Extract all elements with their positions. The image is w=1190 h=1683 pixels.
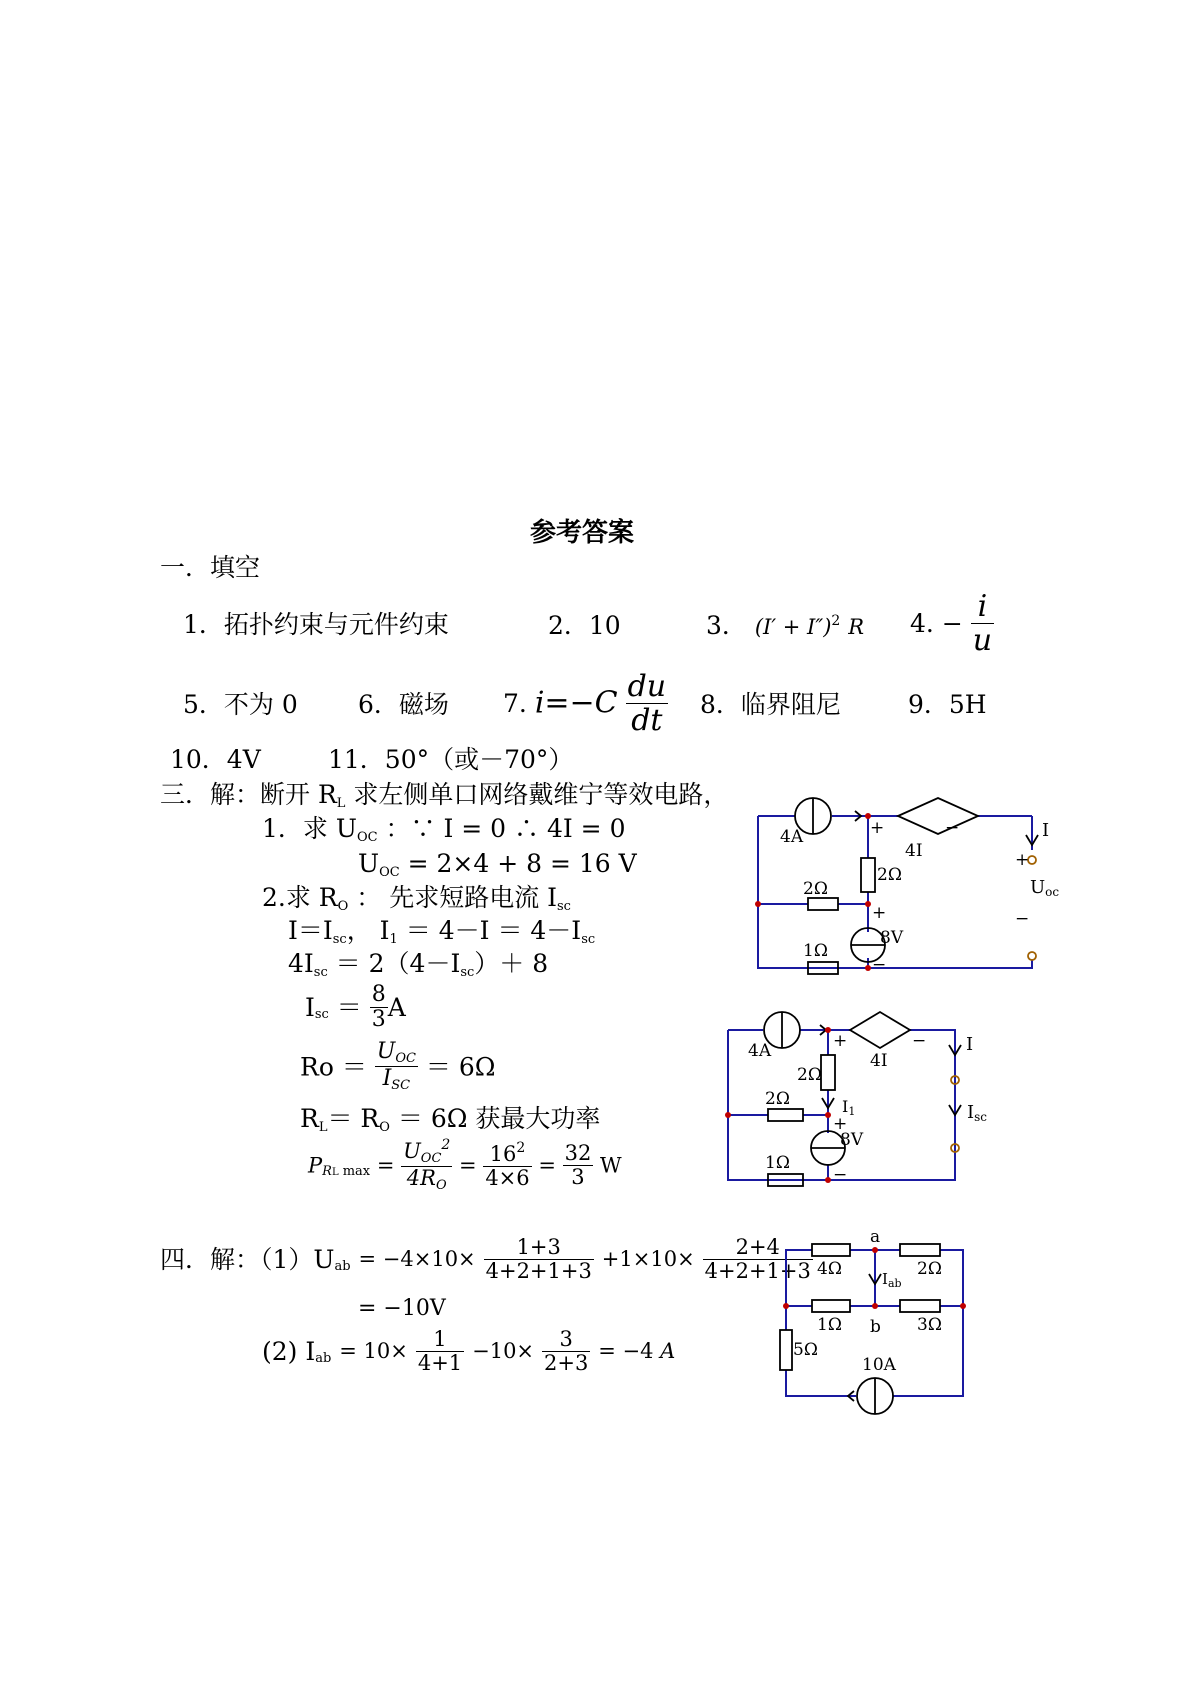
answer-2: 2．10	[548, 611, 621, 640]
c2-vsrc: 8V	[840, 1130, 864, 1150]
answer-9: 9．5H	[908, 690, 987, 719]
c2-vplus: +	[833, 1114, 848, 1134]
answer-3: 3． $(I' + I'')^2$ R	[706, 611, 865, 640]
c1-r2: 2Ω	[803, 879, 828, 899]
c3-r1: 1Ω	[817, 1315, 842, 1335]
c3-r3: 3Ω	[917, 1315, 942, 1335]
step2-line1: 2.求 $R_O$ ： 先求短路电流 $I_{sc}$	[262, 883, 571, 914]
answer-7: 7. i=−C $\frac{du}{dt}$	[503, 669, 667, 738]
c2-minus: −	[912, 1031, 927, 1051]
c2-dep-label: 4I	[870, 1051, 888, 1071]
c3-iab: $I_{ab}$	[882, 1270, 902, 1290]
c1-r1: 2Ω	[877, 865, 902, 885]
c2-isc: Isc	[967, 1102, 988, 1124]
c1-uoc-minus: −	[1015, 909, 1030, 929]
c1-dep-label: 4I	[905, 841, 923, 861]
c1-vsrc: 8V	[880, 928, 904, 948]
c3-r2: 2Ω	[917, 1259, 942, 1279]
c1-plus: +	[870, 818, 885, 838]
answer-8: 8．临界阻尼	[700, 690, 841, 719]
isc-result: $I_{sc}$ ＝ $\frac{8}{3}$ A	[305, 982, 406, 1033]
c2-source-label: 4A	[748, 1041, 772, 1061]
answer-11: 11．50°（或－70°）	[328, 745, 574, 774]
pmax-formula: $P_{RL max}$ = $\frac{U_{OC}^2}{4R_O}$ = $\frac{16^2}{4\times 6}$ = $\frac{32}{3}$ W	[308, 1137, 622, 1194]
section3-heading: 三．解：断开 $R_L$ 求左侧单口网络戴维宁等效电路，	[160, 780, 729, 811]
c2-r3: 1Ω	[765, 1153, 790, 1173]
c1-vplus: +	[872, 903, 887, 923]
c1-source-label: 4A	[780, 827, 804, 847]
c1-minus: −	[945, 818, 960, 838]
answer-4: 4. − $\frac{i}{u}$	[910, 589, 993, 658]
kvl-eq-line: $4I_{sc} = 2(4-I_{sc})+ 8$	[288, 949, 549, 980]
c2-current: I	[966, 1034, 974, 1055]
c1-current: I	[1042, 820, 1050, 841]
c2-plus: +	[833, 1031, 848, 1051]
c2-r2: 2Ω	[765, 1089, 790, 1109]
c3-r5: 5Ω	[793, 1340, 818, 1360]
c2-i1: I1	[842, 1097, 856, 1118]
section4-result1: = −10V	[358, 1296, 446, 1321]
c1-uoc-plus: +	[1015, 850, 1030, 870]
isc-eq-line: $I=I_{sc}$， $I_1 = 4-I = 4-I_{sc}$	[288, 916, 596, 947]
step1-line1: 1．求 $U_{OC}$ ：∵ I = 0 ∴ 4I = 0	[262, 814, 626, 845]
section4-eq1: 四．解：$(1)U_{ab} = -4\times 10\times$ $\frac{1+3}{4+2+1+3}$ +1×10× $\frac{2+4}{4+2+1+3}$	[160, 1235, 811, 1284]
answer-10: 10．4V	[170, 745, 261, 774]
c2-r1: 2Ω	[797, 1065, 822, 1085]
c3-node-b: b	[870, 1317, 881, 1337]
rl-statement: $R_L= R_O = 6\Omega$ 获最大功率	[300, 1104, 601, 1135]
c1-uoc: Uoc	[1030, 877, 1060, 899]
page-title: 参考答案	[530, 518, 635, 548]
answer-5: 5．不为 0	[183, 690, 298, 719]
c3-r4: 4Ω	[817, 1259, 842, 1279]
c2-vminus: −	[833, 1165, 848, 1185]
c1-vminus: −	[872, 955, 887, 975]
section1-heading: 一．填空	[160, 553, 261, 582]
section4-eq2: (2) $I_{ab} = 10\times$ $\frac{1}{4+1}$ −10× $\frac{3}{2+3}$ = −4 A	[262, 1327, 676, 1376]
ro-result: Ro ＝ $\frac{U_{OC}}{I_{SC}}$ ＝ 6Ω	[300, 1039, 496, 1094]
answer-1: 1．拓扑约束与元件约束	[183, 610, 449, 639]
answer-6: 6．磁场	[358, 690, 449, 719]
c3-source: 10A	[862, 1355, 896, 1375]
c3-node-a: a	[870, 1227, 881, 1247]
step1-line2: $U_{OC} = 2\times 4 + 8 = 16$ V	[358, 849, 637, 880]
c1-r3: 1Ω	[803, 941, 828, 961]
